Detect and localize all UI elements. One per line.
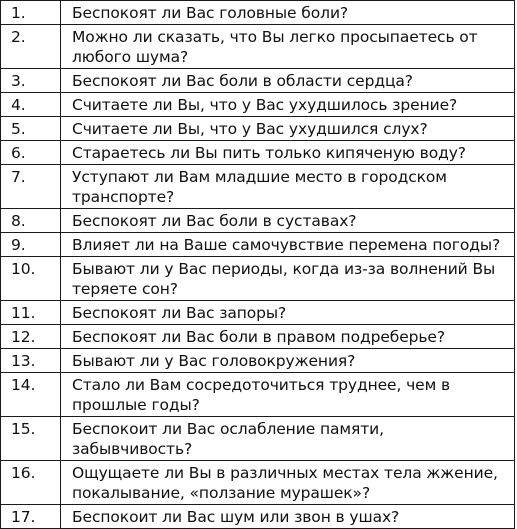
question-number: 9.	[1, 233, 61, 257]
table-row	[1, 233, 515, 257]
question-text: Беспокоят ли Вас боли в области сердца?	[61, 69, 515, 93]
table-row	[1, 165, 515, 209]
question-text: Беспокоит ли Вас шум или звон в ушах?	[61, 505, 515, 529]
question-number: 2.	[1, 25, 61, 69]
table-row	[1, 141, 515, 165]
question-text: Ощущаете ли Вы в различных местах тела жжение, покалывание, «ползание мурашек»?	[61, 461, 515, 505]
question-number: 12.	[1, 325, 61, 349]
question-number: 13.	[1, 349, 61, 373]
table-row	[1, 25, 515, 69]
question-number: 3.	[1, 69, 61, 93]
question-text: Бывают ли у Вас головокружения?	[61, 349, 515, 373]
table-row	[1, 69, 515, 93]
table-row	[1, 93, 515, 117]
question-number: 17.	[1, 505, 61, 529]
table-row	[1, 505, 515, 529]
question-number: 1.	[1, 1, 61, 25]
table-row	[1, 325, 515, 349]
table-row	[1, 117, 515, 141]
question-text: Можно ли сказать, что Вы легко просыпаетесь от любого шума?	[61, 25, 515, 69]
question-number: 14.	[1, 373, 61, 417]
question-text: Стало ли Вам сосредоточиться труднее, чем в прошлые годы?	[61, 373, 515, 417]
question-text: Беспокоят ли Вас боли в суставах?	[61, 209, 515, 233]
question-text: Беспокоит ли Вас ослабление памяти, забывчивость?	[61, 417, 515, 461]
table-row	[1, 417, 515, 461]
question-number: 8.	[1, 209, 61, 233]
question-number: 4.	[1, 93, 61, 117]
question-text: Беспокоят ли Вас головные боли?	[61, 1, 515, 25]
table-row	[1, 1, 515, 25]
table-row	[1, 461, 515, 505]
questionnaire-body	[1, 1, 515, 529]
question-number: 5.	[1, 117, 61, 141]
question-text: Уступают ли Вам младшие место в городском транспорте?	[61, 165, 515, 209]
question-text: Влияет ли на Ваше самочувствие перемена погоды?	[61, 233, 515, 257]
question-text: Беспокоят ли Вас запоры?	[61, 301, 515, 325]
table-row	[1, 257, 515, 301]
question-number: 7.	[1, 165, 61, 209]
question-number: 10.	[1, 257, 61, 301]
question-text: Беспокоят ли Вас боли в правом подреберье?	[61, 325, 515, 349]
table-row	[1, 209, 515, 233]
question-text: Стараетесь ли Вы пить только кипяченую воду?	[61, 141, 515, 165]
table-row	[1, 301, 515, 325]
question-number: 15.	[1, 417, 61, 461]
question-text: Бывают ли у Вас периоды, когда из-за волнений Вы теряете сон?	[61, 257, 515, 301]
table-row	[1, 373, 515, 417]
question-number: 6.	[1, 141, 61, 165]
table-row	[1, 349, 515, 373]
question-text: Считаете ли Вы, что у Вас ухудшился слух?	[61, 117, 515, 141]
question-number: 11.	[1, 301, 61, 325]
question-text: Считаете ли Вы, что у Вас ухудшилось зрение?	[61, 93, 515, 117]
question-number: 16.	[1, 461, 61, 505]
